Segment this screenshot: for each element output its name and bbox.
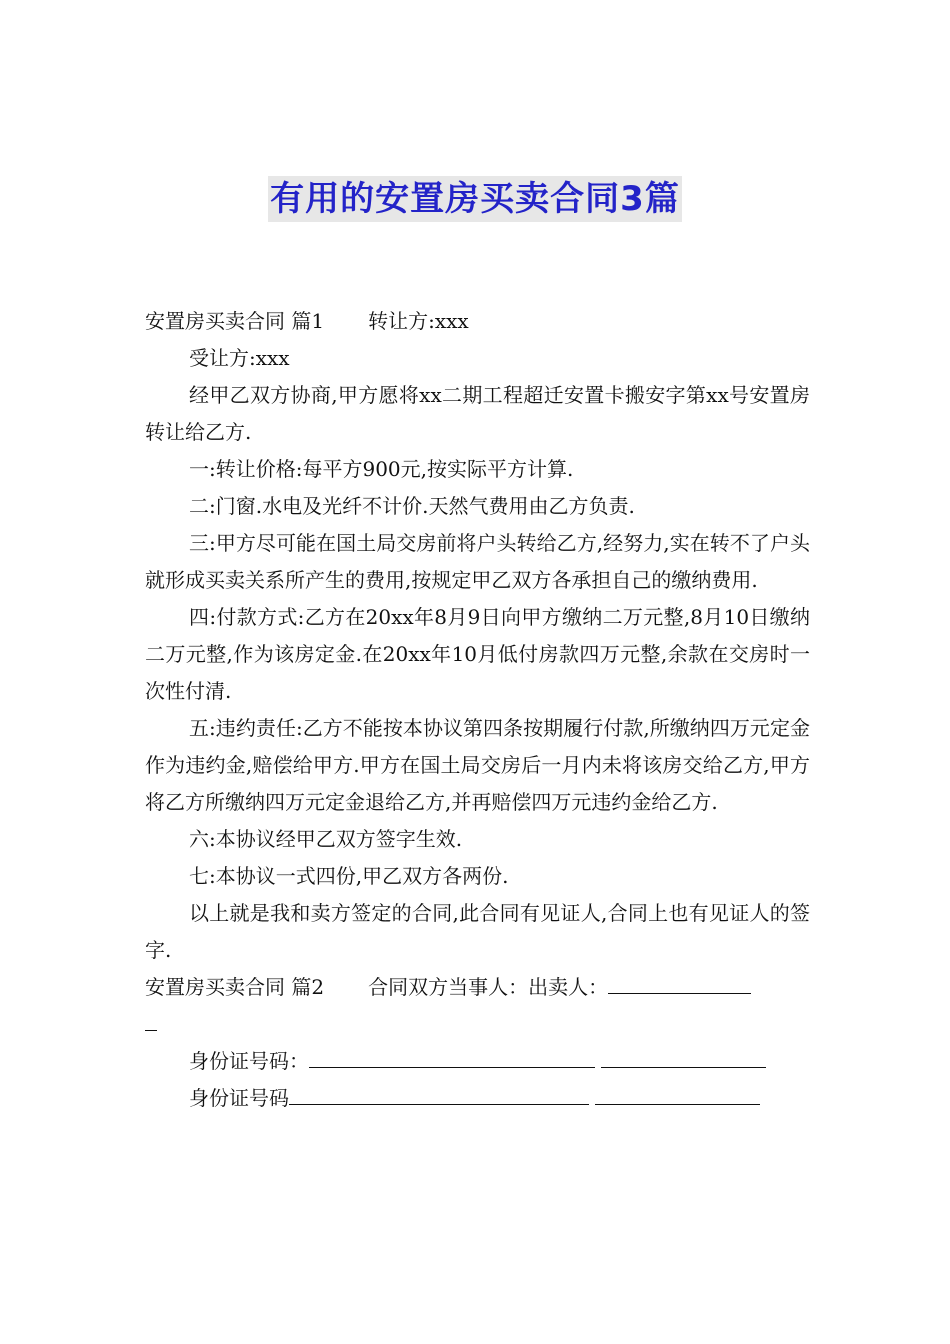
id-number-line-1 — [145, 1043, 810, 1080]
clause-6: 六:本协议经甲乙双方签字生效. — [189, 827, 463, 851]
contract1-heading: 安置房买卖合同 篇1 — [145, 309, 325, 333]
id-number-label-1: 身份证号码： — [189, 1049, 309, 1073]
id-number-blank-1b — [601, 1043, 766, 1068]
id-number-label-2: 身份证号码 — [189, 1086, 289, 1110]
seller-blank-continued — [145, 1006, 157, 1031]
transferor-line: 转让方:xxx — [368, 309, 469, 333]
id-number-blank-2b — [595, 1080, 760, 1105]
clause-1: 一:转让价格:每平方900元,按实际平方计算. — [189, 457, 574, 481]
document-body — [145, 303, 810, 1117]
contract1-heading-line — [145, 303, 810, 340]
transferee-line: 受让方:xxx — [189, 346, 290, 370]
parties-label: 合同双方当事人： — [368, 975, 529, 999]
clause-4: 四:付款方式:乙方在20xx年8月9日向甲方缴纳二万元整,8月10日缴纳二万元整,作为该房定金.在20xx年10月低付房款四万元整,余款在交房时一次性付清. — [145, 605, 810, 703]
id-number-blank-1a — [309, 1043, 595, 1068]
clause-7: 七:本协议一式四份,甲乙双方各两份. — [189, 864, 509, 888]
contract2-heading: 安置房买卖合同 篇2 — [145, 975, 325, 999]
clause-2: 二:门窗.水电及光纤不计价.天然气费用由乙方负责. — [189, 494, 635, 518]
contract2-heading-line — [145, 969, 810, 1043]
document-title: 有用的安置房买卖合同3篇 — [268, 176, 682, 222]
seller-label: 出卖人： — [528, 975, 609, 999]
seller-blank — [608, 969, 751, 994]
contract1-intro: 经甲乙双方协商,甲方愿将xx二期工程超迁安置卡搬安字第xx号安置房转让给乙方. — [145, 383, 810, 444]
title-container — [0, 176, 950, 222]
id-number-blank-2a — [289, 1080, 589, 1105]
contract1-note: 以上就是我和卖方签定的合同,此合同有见证人,合同上也有见证人的签字. — [145, 901, 810, 962]
clause-5: 五:违约责任:乙方不能按本协议第四条按期履行付款,所缴纳四万元定金作为违约金,赔偿给甲方.甲方在国土局交房后一月内未将该房交给乙方,甲方将乙方所缴纳四万元定金退给乙方,并再赔偿四万元违约金给乙方. — [145, 716, 810, 814]
clause-3: 三:甲方尽可能在国土局交房前将户头转给乙方,经努力,实在转不了户头就形成买卖关系所产生的费用,按规定甲乙双方各承担自己的缴纳费用. — [145, 531, 810, 592]
id-number-line-2 — [145, 1080, 810, 1117]
